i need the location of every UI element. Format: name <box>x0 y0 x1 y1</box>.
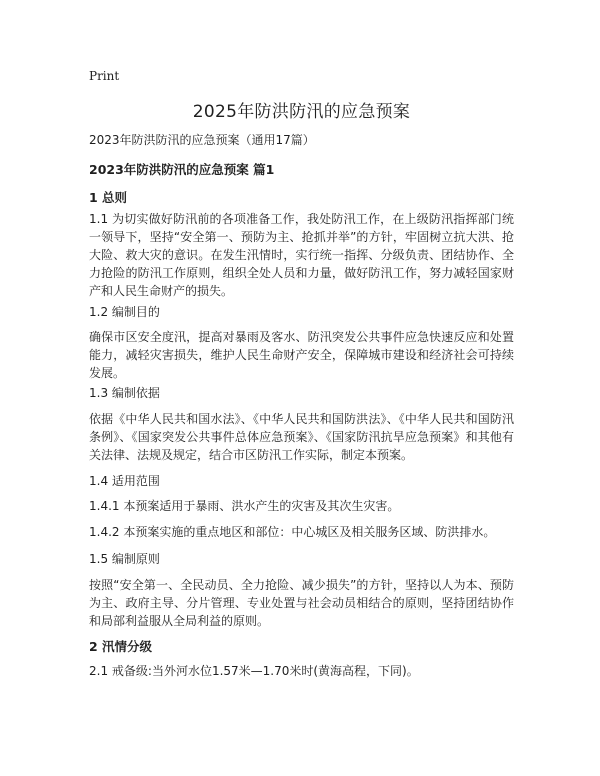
heading-flood-levels: 2 汛情分级 <box>89 639 153 654</box>
print-link[interactable]: Print <box>89 69 120 83</box>
heading-general: 1 总则 <box>89 190 128 205</box>
document-title: 2025年防洪防汛的应急预案 <box>192 102 411 122</box>
paragraph-1-5: 按照“安全第一、全民动员、全力抢险、减少损失”的方针，坚持以人为本、预防为主、政府主导、分片管理、专业处置与社会动员相结合的原则，坚持团结协作和局部利益服从全局利益的原则。 <box>89 578 514 628</box>
heading-principles: 1.5 编制原则 <box>89 552 160 566</box>
heading-purpose: 1.2 编制目的 <box>89 305 160 319</box>
paragraph-1-1: 1.1 为切实做好防汛前的各项准备工作，我处防汛工作，在上级防汛指挥部门统一领导下，坚持“安全第一、预防为主、抢抓并举”的方针，牢固树立抗大洪、抢大险、救大灾的意识。在发生汛情时，实行统一指挥、分级负责、团结协作、全力抢险的防汛工作原则，组织全处人员和力量，做好防汛工作，努力减轻国家财产和人民生命财产的损失。 <box>89 212 514 298</box>
heading-basis: 1.3 编制依据 <box>89 386 160 400</box>
heading-scope: 1.4 适用范围 <box>89 474 160 488</box>
section-title: 2023年防洪防汛的应急预案 篇1 <box>89 162 275 177</box>
paragraph-1-4-2: 1.4.2 本预案实施的重点地区和部位：中心城区及相关服务区域、防洪排水。 <box>89 525 496 539</box>
paragraph-1-2: 确保市区安全度汛，提高对暴雨及客水、防汛突发公共事件应急快速反应和处置能力，减轻灾害损失，维护人民生命财产安全，保障城市建设和经济社会可持续发展。 <box>89 330 514 380</box>
paragraph-1-3: 依据《中华人民共和国水法》、《中华人民共和国防洪法》、《中华人民共和国防汛条例》、《国家突发公共事件总体应急预案》、《国家防汛抗旱应急预案》和其他有关法律、法规及规定，结合市区防汛工作实际，制定本预案。 <box>89 412 514 462</box>
paragraph-1-4-1: 1.4.1 本预案适用于暴雨、洪水产生的灾害及其次生灾害。 <box>89 499 400 513</box>
paragraph-2-1: 2.1 戒备级:当外河水位1.57米—1.70米时(黄海高程，下同)。 <box>89 664 419 678</box>
document-subtitle: 2023年防洪防汛的应急预案（通用17篇） <box>89 133 315 147</box>
